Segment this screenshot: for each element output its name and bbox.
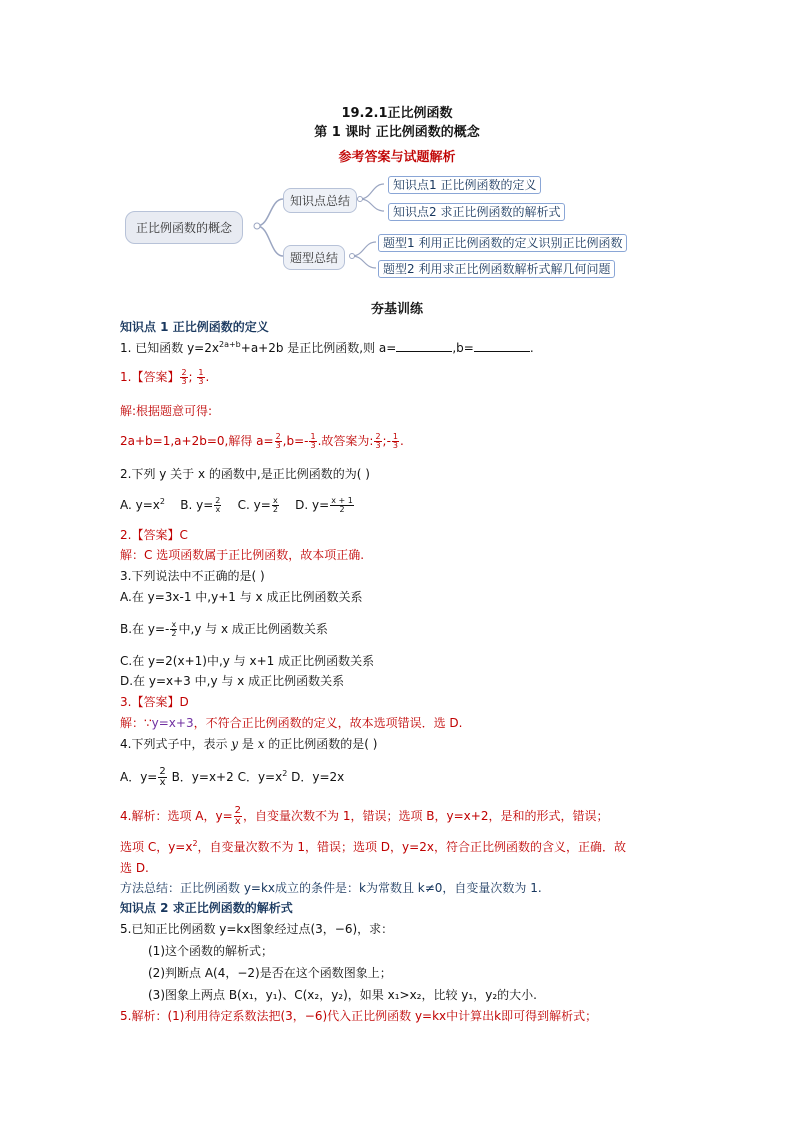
q5-part-1: (1)这个函数的解析式； — [148, 944, 273, 958]
q1-stem: 1. 已知函数 $y=2x^{2a+b}+a+2b$ 是正比例函数,则 a= ,b= . — [120, 340, 534, 355]
mindmap-root: 正比例函数的概念 — [125, 211, 243, 244]
kp1-heading: 知识点 1 正比例函数的定义 — [120, 320, 269, 334]
doc-subtitle: 第 1 课时 正比例函数的概念 — [314, 125, 480, 140]
q5-part-3: (3)图象上两点 B(x₁，y₁)、C(x₂，y₂)，如果 x₁>x₂，比较 y₁，y₂的大小. — [148, 988, 537, 1002]
q5-part-2: (2)判断点 A(4，−2)是否在这个函数图象上； — [148, 966, 392, 980]
q1-answer: 1.【答案】 $\frac{2}{3}$ ; $\frac{1}{3}$ . — [120, 368, 210, 386]
mindmap-item: 题型2 利用求正比例函数解析式解几何问题 — [378, 260, 615, 278]
q4-solution-1: 4.解析：选项 A，y= $\frac{2}{x}$ ，自变量次数不为 1，错误；选项 B，y=x+2，是和的形式，错误； — [120, 805, 609, 827]
q3-answer: 3.【答案】D — [120, 695, 189, 709]
q1-solution-2: 2a+b=1,a+2b=0,解得 a= $\frac{2}{3}$ ,b=- $\frac{1}{3}$ .故答案为: $\frac{2}{3}$ ;- $\frac{1}{3}$ . — [120, 432, 404, 450]
q4-solution-2: 选项 C，$y=x^2$，自变量次数不为 1，错误；选项 D，y=2x，符合正比例函数的含义，正确．故 — [120, 839, 626, 854]
mindmap-branch-knowledge: 知识点总结 — [283, 188, 357, 213]
q3-option-c: C.在 y=2(x+1)中,y 与 x+1 成正比例函数关系 — [120, 654, 375, 668]
q3-option-a: A.在 y=3x-1 中,y+1 与 x 成正比例函数关系 — [120, 590, 363, 604]
q4-summary: 方法总结：正比例函数 y=kx成立的条件是：k为常数且 k≠0，自变量次数为 1. — [120, 881, 542, 895]
q2-stem: 2.下列 y 关于 x 的函数中,是正比例函数的为( ) — [120, 467, 370, 481]
mindmap-item: 知识点1 正比例函数的定义 — [388, 176, 541, 194]
q3-stem: 3.下列说法中不正确的是( ) — [120, 569, 265, 583]
q2-options: A. $y=x^2$ B. y= $\frac{2}{x}$ C. y= $\frac{x}{2}$ D. y= $\frac{x + 1}{2}$ — [120, 496, 353, 514]
q3-option-b: B.在 y=- $\frac{x}{2}$ 中,y 与 x 成正比例函数关系 — [120, 620, 328, 638]
answer-heading: 参考答案与试题解析 — [338, 150, 456, 165]
mindmap-branch-types: 题型总结 — [283, 245, 345, 270]
q2-answer: 2.【答案】C — [120, 528, 188, 542]
q4-solution-3: 选 D. — [120, 861, 149, 875]
mindmap-item: 题型1 利用正比例函数的定义识别正比例函数 — [378, 234, 627, 252]
q3-option-d: D.在 y=x+3 中,y 与 x 成正比例函数关系 — [120, 674, 345, 688]
mindmap-item: 知识点2 求正比例函数的解析式 — [388, 203, 565, 221]
q4-options: A．y= $\frac{2}{x}$ B．y=x+2 C．$y=x^2$ D．y=2x — [120, 766, 345, 788]
q5-solution: 5.解析：(1)利用待定系数法把(3，−6)代入正比例函数 y=kx中计算出k即可得到解析式； — [120, 1009, 598, 1023]
q3-solution: 解：∵y=x+3，不符合正比例函数的定义，故本选项错误．选 D. — [120, 716, 463, 730]
q2-solution: 解：C 选项函数属于正比例函数，故本项正确. — [120, 548, 365, 562]
section-title: 夯基训练 — [370, 302, 423, 317]
kp2-heading: 知识点 2 求正比例函数的解析式 — [120, 901, 293, 915]
q5-stem: 5.已知正比例函数 y=kx图象经过点(3，−6)，求： — [120, 922, 394, 936]
q1-solution-1: 解:根据题意可得: — [120, 404, 213, 418]
q4-stem: 4.下列式子中，表示 y 是 x 的正比例函数的是( ) — [120, 737, 378, 751]
doc-title: 19.2.1正比例函数 — [341, 106, 453, 121]
mindmap-connectors — [0, 0, 794, 300]
